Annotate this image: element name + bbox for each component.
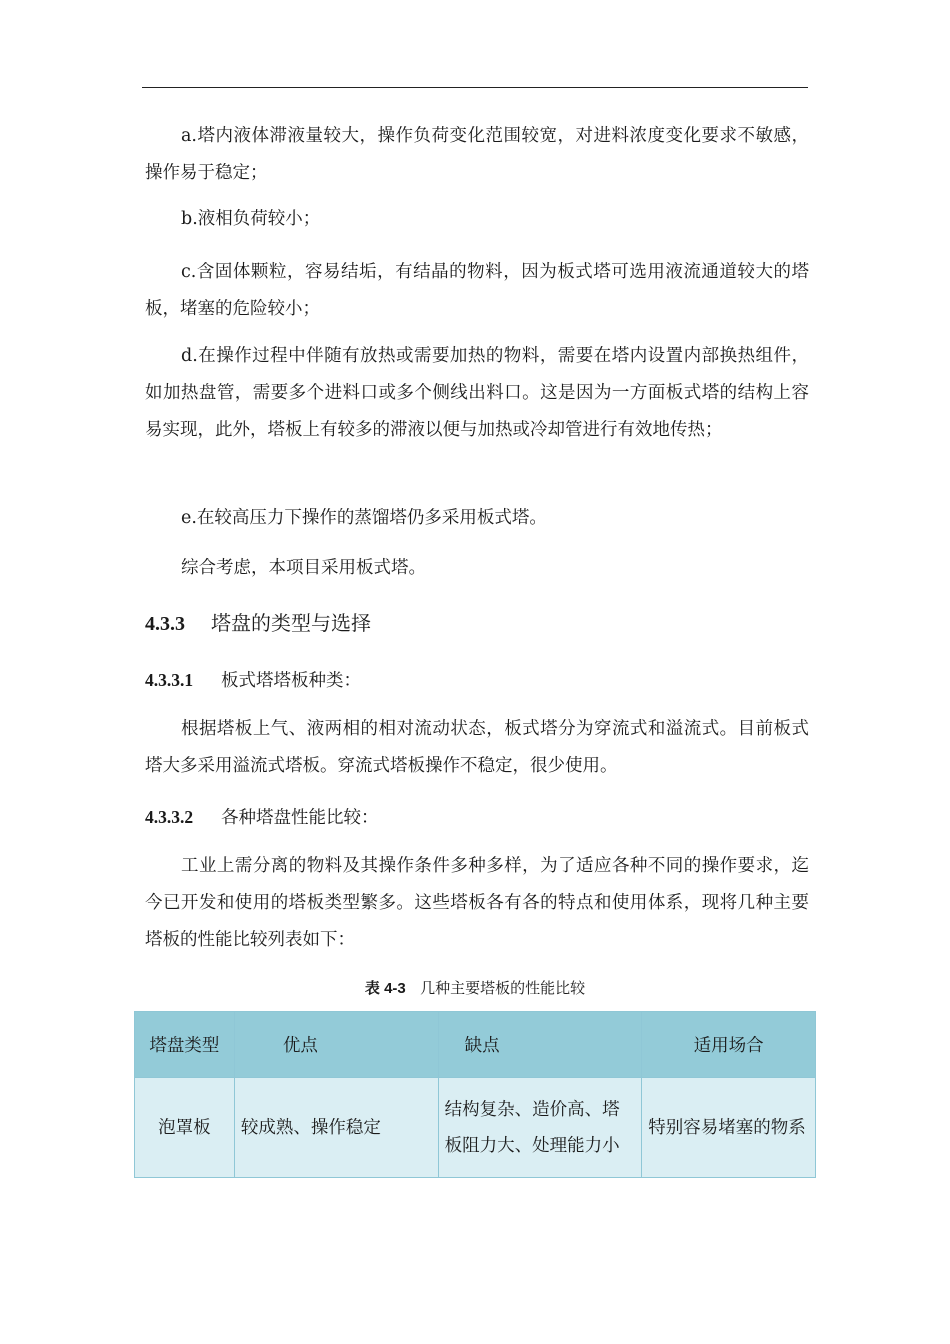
table-cell: 较成熟、操作稳定 xyxy=(234,1078,438,1178)
subsection-heading-2 xyxy=(145,804,379,829)
table-header-cell: 优点 xyxy=(234,1012,438,1078)
paragraph-e: e.在较高压力下操作的蒸馏塔仍多采用板式塔。 xyxy=(181,508,547,528)
paragraph-a: a.塔内液体滞液量较大，操作负荷变化范围较宽，对进料浓度变化要求不敏感，操作易于稳定； xyxy=(145,126,809,183)
section-number: 4.3.3 xyxy=(145,613,185,635)
table-header-cell: 缺点 xyxy=(438,1012,642,1078)
header-rule xyxy=(142,87,808,88)
paragraph-conclusion: 综合考虑，本项目采用板式塔。 xyxy=(181,558,426,578)
table-header-cell: 适用场合 xyxy=(642,1012,816,1078)
subsection-title: 板式塔塔板种类： xyxy=(221,671,361,691)
subsection-title: 各种塔盘性能比较： xyxy=(221,808,379,828)
table-caption-title: 几种主要塔板的性能比较 xyxy=(420,979,586,997)
subsection-1-body: 根据塔板上气、液两相的相对流动状态，板式塔分为穿流式和溢流式。目前板式塔大多采用溢流式塔板。穿流式塔板操作不稳定，很少使用。 xyxy=(145,719,809,776)
tray-comparison-table xyxy=(134,1011,816,1178)
table-row xyxy=(135,1078,816,1178)
table-caption-label: 表 4-3 xyxy=(364,980,406,997)
paragraph-c: c.含固体颗粒，容易结垢，有结晶的物料，因为板式塔可选用液流通道较大的塔板，堵塞的危险较小； xyxy=(145,262,809,319)
table-caption xyxy=(0,977,950,998)
table-cell: 结构复杂、造价高、塔板阻力大、处理能力小 xyxy=(438,1078,642,1178)
paragraph-b: b.液相负荷较小； xyxy=(181,209,321,229)
section-title: 塔盘的类型与选择 xyxy=(211,611,371,635)
section-heading xyxy=(145,607,371,636)
table-header-row xyxy=(135,1012,816,1078)
paragraph-d: d.在操作过程中伴随有放热或需要加热的物料，需要在塔内设置内部换热组件，如加热盘管，需要多个进料口或多个侧线出料口。这是因为一方面板式塔的结构上容易实现，此外，塔板上有较多的滞液以便与加热或冷却管进行有效地传热； xyxy=(145,346,809,440)
table-header-cell: 塔盘类型 xyxy=(135,1012,235,1078)
subsection-number: 4.3.3.2 xyxy=(145,807,194,827)
subsection-number: 4.3.3.1 xyxy=(145,670,194,690)
table-cell: 特别容易堵塞的物系 xyxy=(642,1078,816,1178)
table-cell: 泡罩板 xyxy=(135,1078,235,1178)
subsection-2-body: 工业上需分离的物料及其操作条件多种多样，为了适应各种不同的操作要求，迄今已开发和使用的塔板类型繁多。这些塔板各有各的特点和使用体系，现将几种主要塔板的性能比较列表如下： xyxy=(145,856,809,950)
subsection-heading-1 xyxy=(145,667,361,692)
